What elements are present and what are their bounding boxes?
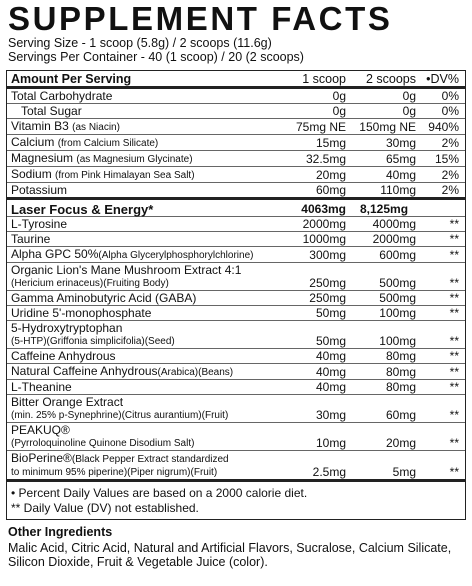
- ingredient-name: PEAKUQ®: [11, 423, 70, 437]
- amount-2scoops: 0g: [402, 89, 416, 103]
- daily-value: **: [449, 306, 459, 320]
- footnotes: [7, 482, 465, 519]
- amount-1scoop: 50mg: [315, 306, 346, 320]
- amount-2scoops: 65mg: [385, 152, 416, 166]
- nutrient-name: Sodium: [11, 167, 52, 181]
- table-row: [7, 247, 465, 263]
- nutrient-source: (as Niacin): [72, 122, 120, 133]
- daily-value: **: [449, 232, 459, 246]
- col-2scoops-header: 2 scoops: [365, 72, 416, 86]
- nutrient-source: (from Pink Himalayan Sea Salt): [55, 170, 195, 181]
- col-dv-header: •DV%: [426, 72, 459, 86]
- nutrient-source: (from Calcium Silicate): [57, 138, 159, 149]
- ingredient-name: Uridine 5'-monophosphate: [11, 306, 152, 320]
- amount-2scoops: 500mg: [379, 291, 416, 305]
- amount-1scoop: 32.5mg: [305, 152, 346, 166]
- table-row: [7, 135, 465, 151]
- table-row: [7, 349, 465, 364]
- amount-1scoop: 40mg: [315, 349, 346, 363]
- ingredient-name: BioPerine®: [11, 451, 72, 465]
- other-ingredients-text: Malic Acid, Citric Acid, Natural and Artificial Flavors, Sucralose, Calcium Silicate, Silicon Dioxide, Fruit & Vegetable Juice (color).: [8, 541, 452, 569]
- nutrient-name: Magnesium: [11, 151, 74, 165]
- amount-1scoop: 20mg: [315, 168, 346, 182]
- daily-value: 2%: [441, 183, 459, 197]
- table-row: [7, 263, 465, 291]
- nutrient-name: Potassium: [11, 183, 68, 197]
- serving-size: Serving Size - 1 scoop (5.8g) / 2 scoops (11.6g): [8, 36, 272, 50]
- table-row: [7, 217, 465, 232]
- blend-name: Laser Focus & Energy*: [11, 202, 154, 217]
- label-title: SUPPLEMENT FACTS: [8, 0, 393, 37]
- amount-2scoops: 60mg: [385, 408, 416, 422]
- daily-value: **: [449, 349, 459, 363]
- amount-per-serving-label: Amount Per Serving: [11, 72, 132, 86]
- amount-2scoops: 500mg: [379, 276, 416, 290]
- ingredient-rows: [7, 217, 465, 482]
- amount-2scoops: 2000mg: [372, 232, 416, 246]
- other-ingredients-title: Other Ingredients: [8, 525, 113, 539]
- daily-value: **: [449, 248, 459, 262]
- blend-amount-1scoop: 4063mg: [301, 202, 346, 216]
- amount-1scoop: 250mg: [309, 291, 346, 305]
- nutrient-name: Vitamin B3: [11, 119, 69, 133]
- ingredient-detail: (Hericium erinaceus)(Fruiting Body): [11, 278, 169, 289]
- daily-value: 940%: [428, 120, 459, 134]
- daily-value: **: [449, 276, 459, 290]
- nutrient-source: (as Magnesium Glycinate): [76, 154, 193, 165]
- table-row: [7, 380, 465, 395]
- amount-1scoop: 15mg: [315, 136, 346, 150]
- amount-2scoops: 600mg: [379, 248, 416, 262]
- ingredient-detail: (min. 25% p-Synephrine)(Citrus aurantium)(Fruit): [11, 410, 229, 421]
- table-row: [7, 104, 465, 119]
- ingredient-detail: (Pyrroloquinoline Quinone Disodium Salt): [11, 438, 195, 449]
- nutrient-rows: [7, 89, 465, 200]
- ingredient-detail: to minimum 95% piperine)(Piper nigrum)(Fruit): [11, 467, 218, 478]
- amount-2scoops: 100mg: [379, 306, 416, 320]
- amount-1scoop: 300mg: [309, 248, 346, 262]
- table-row: [7, 183, 465, 200]
- amount-2scoops: 80mg: [385, 380, 416, 394]
- ingredient-name: Taurine: [11, 232, 51, 246]
- amount-1scoop: 40mg: [315, 380, 346, 394]
- daily-value: **: [449, 334, 459, 348]
- daily-value: **: [449, 408, 459, 422]
- daily-value: 2%: [441, 136, 459, 150]
- amount-1scoop: 60mg: [315, 183, 346, 197]
- servings-per-container: Servings Per Container - 40 (1 scoop) / 20 (2 scoops): [8, 50, 304, 64]
- amount-2scoops: 40mg: [385, 168, 416, 182]
- ingredient-name: Caffeine Anhydrous: [11, 349, 116, 363]
- nutrient-name: Calcium: [11, 135, 55, 149]
- amount-2scoops: 150mg NE: [359, 120, 416, 134]
- ingredient-name: Gamma Aminobutyric Acid (GABA): [11, 291, 197, 305]
- amount-2scoops: 30mg: [385, 136, 416, 150]
- amount-2scoops: 20mg: [385, 436, 416, 450]
- table-row: [7, 167, 465, 183]
- daily-value: 15%: [434, 152, 459, 166]
- table-row: [7, 451, 465, 482]
- ingredient-source: (Arabica)(Beans): [157, 367, 234, 378]
- ingredient-name: Natural Caffeine Anhydrous: [11, 364, 158, 378]
- daily-value: 0%: [441, 89, 459, 103]
- table-header: [7, 71, 465, 89]
- daily-value: **: [449, 436, 459, 450]
- amount-1scoop: 2000mg: [302, 217, 346, 231]
- col-1scoop-header: 1 scoop: [302, 72, 346, 86]
- amount-1scoop: 10mg: [315, 436, 346, 450]
- ingredient-name: Alpha GPC 50%: [11, 247, 99, 261]
- daily-value: **: [449, 365, 459, 379]
- daily-value: **: [449, 291, 459, 305]
- amount-1scoop: 0g: [332, 89, 346, 103]
- blend-amount-2scoops: 8,125mg: [360, 202, 409, 216]
- amount-2scoops: 100mg: [379, 334, 416, 348]
- table-row: [7, 119, 465, 135]
- ingredient-name: L-Tyrosine: [11, 217, 68, 231]
- table-row: [7, 89, 465, 104]
- table-row: [7, 232, 465, 247]
- table-row: [7, 306, 465, 321]
- footnote-dv: • Percent Daily Values are based on a 2000 calorie diet.: [11, 486, 308, 500]
- facts-table: [6, 70, 466, 520]
- amount-2scoops: 5mg: [392, 465, 416, 479]
- amount-2scoops: 80mg: [385, 365, 416, 379]
- daily-value: **: [449, 380, 459, 394]
- amount-2scoops: 0g: [402, 104, 416, 118]
- daily-value: 0%: [441, 104, 459, 118]
- ingredient-name: Bitter Orange Extract: [11, 395, 124, 409]
- amount-2scoops: 80mg: [385, 349, 416, 363]
- ingredient-detail: (5-HTP)(Griffonia simplicifolia)(Seed): [11, 336, 175, 347]
- amount-1scoop: 75mg NE: [295, 120, 346, 134]
- table-row: [7, 364, 465, 380]
- table-row: [7, 423, 465, 451]
- nutrient-name: Total Carbohydrate: [11, 89, 113, 103]
- amount-1scoop: 1000mg: [302, 232, 346, 246]
- blend-row: [7, 200, 465, 217]
- footnote-not-established: ** Daily Value (DV) not established.: [11, 501, 199, 515]
- amount-2scoops: 4000mg: [372, 217, 416, 231]
- amount-1scoop: 50mg: [315, 334, 346, 348]
- ingredient-source: (Black Pepper Extract standardized: [71, 454, 229, 465]
- amount-1scoop: 30mg: [315, 408, 346, 422]
- table-row: [7, 151, 465, 167]
- table-row: [7, 321, 465, 349]
- table-row: [7, 291, 465, 306]
- daily-value: **: [449, 217, 459, 231]
- daily-value: 2%: [441, 168, 459, 182]
- supplement-facts-label: [6, 0, 466, 569]
- ingredient-name: 5-Hydroxytryptophan: [11, 321, 123, 335]
- ingredient-source: (Alpha Glycerylphosphorylchlorine): [98, 250, 254, 261]
- ingredient-name: L-Theanine: [11, 380, 72, 394]
- daily-value: **: [449, 465, 459, 479]
- nutrient-name: Total Sugar: [21, 104, 82, 118]
- amount-1scoop: 40mg: [315, 365, 346, 379]
- amount-2scoops: 110mg: [380, 183, 416, 197]
- ingredient-name: Organic Lion's Mane Mushroom Extract 4:1: [11, 263, 242, 277]
- amount-1scoop: 250mg: [309, 276, 346, 290]
- amount-1scoop: 0g: [332, 104, 346, 118]
- table-row: [7, 395, 465, 423]
- amount-1scoop: 2.5mg: [312, 465, 346, 479]
